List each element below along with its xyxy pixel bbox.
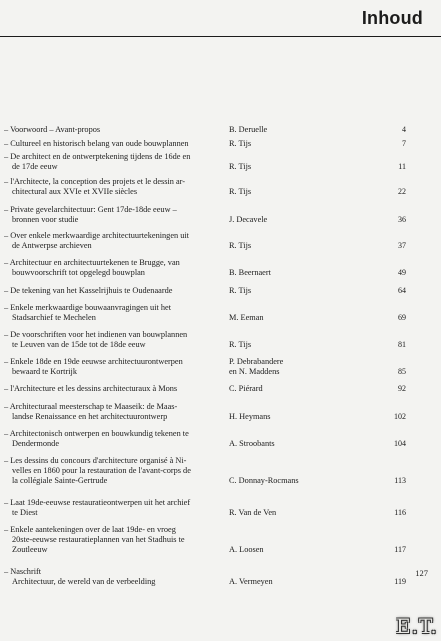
toc-entry-author-line: M. Eeman [229,313,264,323]
toc-entry-title-line: bouwvoorschrift tot opgelegd bouwplan [12,268,145,278]
toc-entry-author [229,476,379,486]
toc-entry-title-line: – Architectonisch ontwerpen en bouwkundig tekenen te [4,429,189,438]
toc-entry-title-line: chitectural aux XVIe et XVIIe siècles [12,187,138,197]
toc-entry-page: 4 [402,125,406,134]
toc-entry-title [4,231,228,251]
toc-entry-author [229,412,379,422]
toc-entry-title [4,429,228,449]
toc-entry-title-line: – Enkele aantekeningen over de laat 19de- en vroeg [4,525,176,534]
toc-entry-page: 36 [398,215,406,225]
toc-entry-title-line: – Voorwoord – Avant-propos [4,125,101,134]
toc-entry-page: 69 [398,313,406,323]
toc-entry-title [4,567,228,587]
toc-entry-author-line: C. Donnay-Rocmans [229,476,299,486]
toc-entry-title [4,286,228,296]
toc-entry-title-line: – l'Architecture et les dessins architecturaux à Mons [4,384,178,393]
toc-entry-page: 49 [398,268,406,278]
toc-entry-author-line: J. Decavele [229,215,268,225]
header-rule [0,36,441,37]
toc-entry-title [4,177,228,197]
toc-entry-title-line: – Enkele 18de en 19de eeuwse architectuurontwerpen [4,357,183,366]
toc-entry-title-line: – Architectuur en architectuurtekenen te Brugge, van [4,258,180,267]
toc-entry-title [4,258,228,278]
toc-entry-title-line: velles en 1860 pour la restauration de l'avant-corps de [12,466,191,476]
toc-entry-author-line: B. Beernaert [229,268,271,278]
toc-entry-title-line: – Enkele merkwaardige bouwaanvragingen uit het [4,303,172,312]
toc-entry-title [4,384,228,394]
toc-entry-title-line: bewaard te Kortrijk [12,367,77,377]
toc-entry-title-line: la collégiale Sainte-Gertrude [12,476,108,486]
toc-entry-title-line: – De tekening van het Kasselrijhuis te Oudenaarde [4,286,173,295]
toc-entry-title [4,205,228,225]
toc-entry-author [229,125,379,135]
toc-entry-title-line: – Les dessins du concours d'architecture organisé à Ni- [4,456,187,465]
toc-entry-title [4,125,228,135]
toc-entry-title-line: – Private gevelarchitectuur: Gent 17de-18de eeuw – [4,205,177,214]
toc-entry-author [229,340,379,350]
toc-entry-title [4,139,228,149]
toc-entry-title [4,525,228,556]
toc-entry-title [4,330,228,350]
toc-entry-author-line: H. Heymans [229,412,271,422]
toc-entry-author-line: R. Tijs [229,241,252,251]
toc-entry-title-line: – Architecturaal meesterschap te Maaseik: de Maas- [4,402,178,411]
toc-entry-title-line: – Over enkele merkwaardige architectuurtekeningen uit [4,231,189,240]
toc-entry-title [4,498,228,518]
toc-entry-title-line: – Cultureel en historisch belang van oude bouwplannen [4,139,189,148]
toc-entry-author-line: A. Vermeyen [229,577,273,587]
toc-entry-author-line: R. Tijs [229,286,252,295]
toc-entry-page: 113 [394,476,406,486]
toc-entry-title [4,303,228,323]
toc-entry-page: 117 [394,545,406,555]
toc-entry-author [229,357,379,377]
toc-entry-title [4,357,228,377]
toc-entry-page: 37 [398,241,406,251]
toc-entry-author-line: R. Tijs [229,340,252,350]
toc-entry-title-line: te Leuven van de 15de tot de 18de eeuw [12,340,146,350]
toc-entry-author-line: R. Tijs [229,162,252,172]
toc-entry-title-line: – De architect en de ontwerptekening tijdens de 16de en [4,152,191,161]
page-title: Inhoud [361,8,423,28]
toc-entry-author [229,384,379,394]
toc-entry-page: 85 [398,367,406,377]
toc-entry-author-line: C. Piérard [229,384,263,393]
toc-entry-page: 104 [394,439,406,449]
toc-entry-author-line: R. Van de Ven [229,508,277,518]
toc-entry-author [229,577,379,587]
toc-entry-title-line: – Laat 19de-eeuwse restauratieontwerpen uit het archief [4,498,191,507]
watermark-logo: E.T. [396,614,438,638]
toc-entry-title-line: 20ste-eeuwse restauratieplannen van het Stadhuis te [12,535,185,545]
page-number: 127 [415,568,428,578]
toc-entry-title-line: landse Renaissance en het architectuurontwerp [12,412,168,422]
toc-entry-author [229,286,379,296]
toc-entry-page: 116 [394,508,406,518]
toc-entry-author-line: B. Deruelle [229,125,268,134]
toc-entry-author-line: A. Loosen [229,545,264,555]
toc-entry-title-line: – Naschrift [4,567,42,576]
toc-entry-page: 64 [398,286,406,295]
toc-entry-title-line: Zoutleeuw [12,545,48,555]
toc-entry-author [229,268,379,278]
toc-entry-title-line: Dendermonde [12,439,59,449]
toc-entry-title-line: – De voorschriften voor het indienen van bouwplannen [4,330,188,339]
toc-entry-title-line: Stadsarchief te Mechelen [12,313,96,323]
toc-entry-author [229,545,379,555]
toc-entry-title-line: – l'Architecte, la conception des projets et le dessin ar- [4,177,186,186]
toc-entry-title-line: de 17de eeuw [12,162,58,172]
toc-entry-author [229,313,379,323]
toc-entry-title [4,402,228,422]
toc-entry-page: 7 [402,139,406,148]
toc-entry-page: 11 [398,162,406,172]
toc-entry-author [229,241,379,251]
toc-entry-page: 22 [398,187,406,197]
toc-entry-author-line: R. Tijs [229,139,252,148]
toc-entry-title [4,152,228,172]
toc-entry-title-line: te Diest [12,508,38,518]
toc-entry-title-line: bronnen voor studie [12,215,79,225]
toc-entry-author [229,162,379,172]
toc-entry-author [229,439,379,449]
toc-entry-title [4,456,228,487]
toc-entry-author-line: P. Debrabandere [229,357,284,366]
toc-entry-author [229,215,379,225]
toc-entry-page: 102 [394,412,406,422]
toc-entry-author-line: en N. Maddens [229,367,280,377]
toc-entry-page: 81 [398,340,406,350]
toc-entry-author [229,508,379,518]
toc-entry-page: 119 [394,577,406,587]
toc-entry-author-line: R. Tijs [229,187,252,197]
toc-entry-title-line: Architectuur, de wereld van de verbeelding [12,577,156,587]
toc-entry-page: 92 [398,384,406,393]
toc-entry-author-line: A. Stroobants [229,439,275,449]
toc-entry-title-line: de Antwerpse archieven [12,241,92,251]
toc-entry-author [229,187,379,197]
toc-entry-author [229,139,379,149]
